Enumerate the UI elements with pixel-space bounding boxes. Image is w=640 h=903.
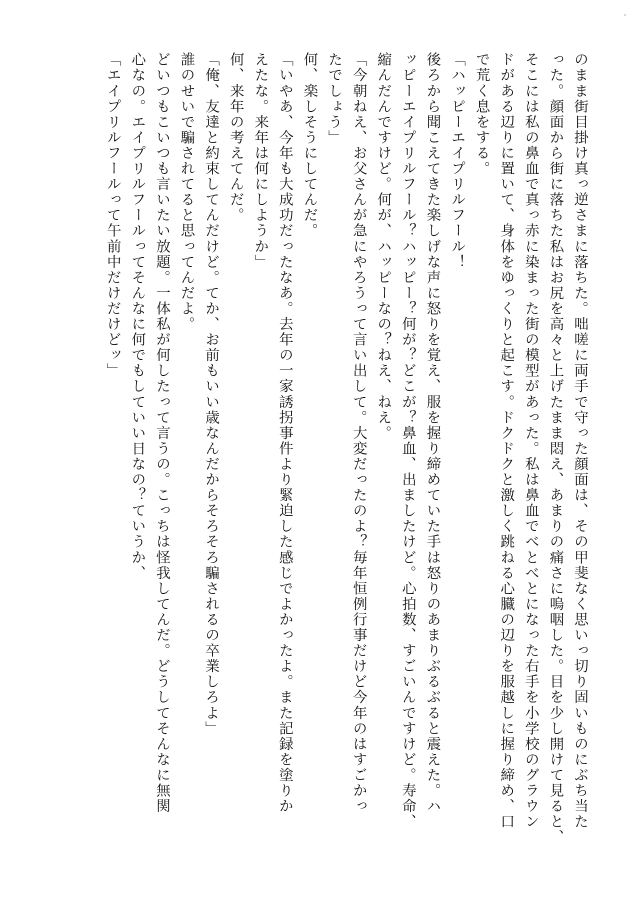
text-line: 「いやあ、今年も大成功だったなあ。去年の一家誘拐事件より緊迫した感じでよかったよ。また記録を塗りか (276, 52, 293, 814)
text-line: 「ハッピーエイプリルフール！ (449, 52, 466, 270)
text-line: 「エイプリルフールって午前中だけだけどッ」 (104, 52, 121, 379)
text-line: で荒く息をする。 (473, 52, 490, 177)
vertical-text-body (100, 52, 592, 852)
text-line: 何、楽しそうにしてんだ。 (301, 52, 318, 239)
text-line: 誰のせいで騙されてると思ってんだよ。 (178, 52, 195, 332)
text-line: った。顔面から街に落ちた私はお尻を高々と上げたまま悶え、あまりの痛さに嗚咽した。目を少し開けて見ると、 (547, 52, 564, 846)
text-line: 何、来年の考えてんだ。 (227, 52, 244, 224)
text-line: どいつもこいつも言いたい放題。一体私が何したって言うの。こっちは怪我してんだ。どうしてそんなに無関 (153, 52, 170, 814)
text-line: 「俺、友達と約束してんだけど。てか、お前もいい歳なんだからそろそろ騙されるの卒業しろよ」 (203, 52, 220, 737)
text-line: そこには私の鼻血で真っ赤に染まった街の模型があった。私は鼻血でべとべとになった右手を小学校のグラウン (522, 52, 539, 830)
text-line: 心なの。エイプリルフールってそんなに何でもしていい日なの？ていうか、 (129, 52, 146, 581)
page-mark (624, 14, 626, 16)
text-line: 「今朝ねえ、お父さんが急にやろうって言い出して。大変だったのよ？毎年恒例行事だけど今年のはすごかっ (350, 52, 367, 814)
text-line: ドがある辺りに置いて、身体をゆっくりと起こす。ドクドクと激しく跳ねる心臓の辺りを服越しに握り締め、口 (498, 52, 515, 830)
text-line: たでしょう」 (326, 52, 343, 146)
text-line: ッピーエイプリルフール？ハッピー？何が？どこが？鼻血、出ましたけど。心拍数、すごいんですけど。寿命、 (399, 52, 416, 830)
text-line: のまま街目掛け真っ逆さまに落ちた。咄嗟に両手で守った顔面は、その甲斐なく思いっ切り固いものにぶち当た (572, 52, 588, 830)
text-line: 縮んだんですけど。何が、ハッピーなの？ねえ、ねえ。 (375, 52, 392, 441)
text-line: えたな。来年は何にしようか」 (252, 52, 269, 270)
text-line: 後ろから聞こえてきた楽しげな声に怒りを覚え、服を握り締めていた手は怒りのあまりぶるぶると震えた。ハ (424, 52, 441, 814)
